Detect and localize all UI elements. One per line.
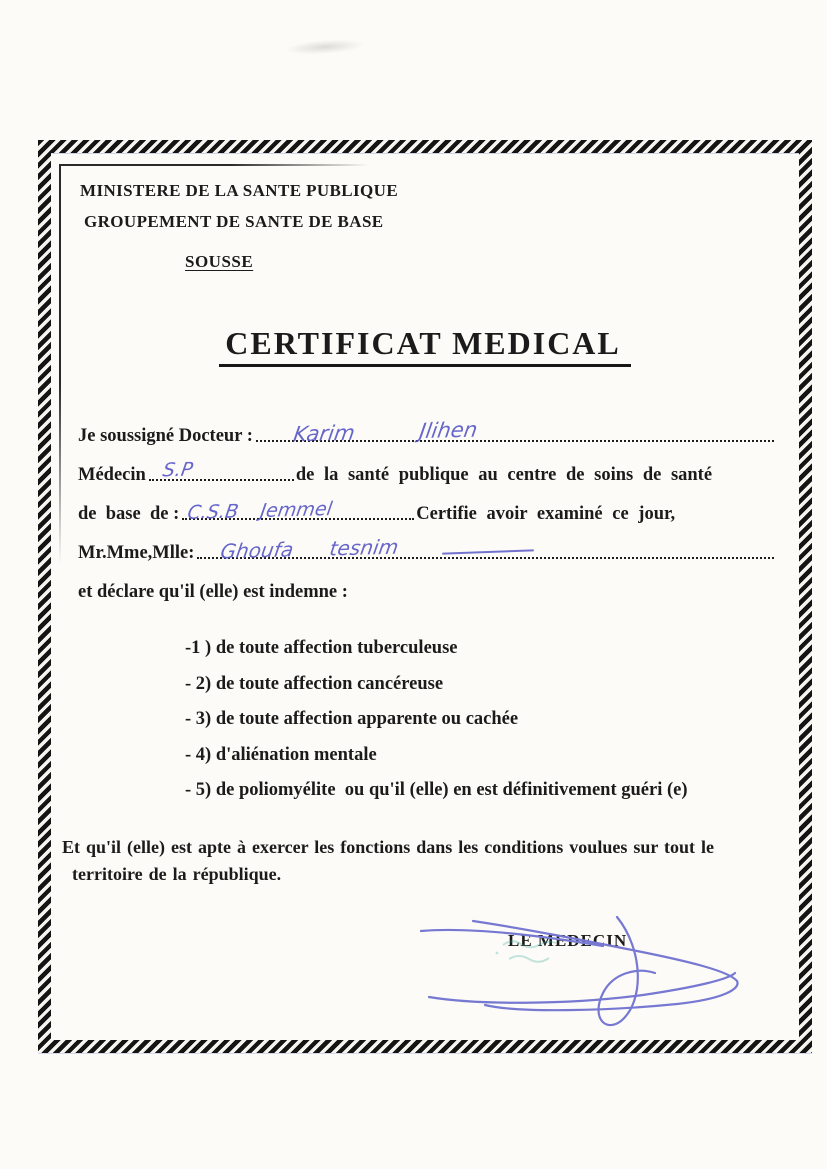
body-line-patient [78,525,774,564]
medecin-label: Médecin [78,465,146,485]
body-line-medecin [78,447,774,486]
certificate-body [78,408,774,603]
closing-statement: Et qu'il (elle) est apte à exercer les fonctions dans les conditions voulues sur tout le territoire de la république. [62,837,714,884]
inner-border-line-horizontal [59,164,369,166]
doctor-name-handwriting: Karim Jlihen [291,417,479,447]
medecin-rest-text: de la santé publique au centre de soins de santé [295,465,713,485]
title-wrap [51,325,799,367]
scan-smudge [285,37,366,57]
body-line-declare [78,564,774,603]
condition-item-5: - 5) de poliomyélite ou qu'il (elle) en est définitivement guéri (e) [185,780,688,800]
certifie-text: Certifie avoir examiné ce jour, [416,504,676,524]
signature-strokes [421,917,738,1025]
certificate-content [51,153,799,1040]
handwriting-tail-stroke [442,549,534,554]
medecin-type-handwriting: S.P [161,458,195,482]
centre-name-handwriting: C.S.B Jemmel [186,498,334,524]
patient-name-handwriting: Ghoufa tesnim [219,534,401,564]
doctor-signature [407,909,747,1039]
doctor-label: Je soussigné Docteur : [78,426,253,446]
conditions-list [185,631,688,809]
dotted-fill-patient [197,534,774,564]
condition-item-4: - 4) d'aliénation mentale [185,744,377,765]
city-line: SOUSSE [185,252,254,271]
condition-item-2: - 2) de toute affection cancéreuse [185,673,444,694]
health-group-line: GROUPEMENT DE SANTE DE BASE [84,212,384,231]
certificate-title: CERTIFICAT MEDICAL [219,325,631,367]
body-line-doctor [78,408,774,447]
stamp-trace [496,938,556,962]
medecin-signature-label: LE MEDECIN [508,931,628,950]
dotted-fill-doctor [256,417,774,447]
patient-label: Mr.Mme,Mlle: [78,543,195,563]
declare-text: et déclare qu'il (elle) est indemne : [78,582,348,602]
dotted-fill-centre [182,498,414,524]
body-line-centre [78,486,774,525]
condition-item-3: - 3) de toute affection apparente ou cachée [185,709,519,729]
dotted-fill-medecin [149,458,294,482]
ministry-line: MINISTERE DE LA SANTE PUBLIQUE [80,181,399,200]
centre-label: de base de : [78,504,180,524]
decorative-hatched-border [38,140,812,1053]
condition-item-1: -1 ) de toute affection tuberculeuse [185,638,458,658]
